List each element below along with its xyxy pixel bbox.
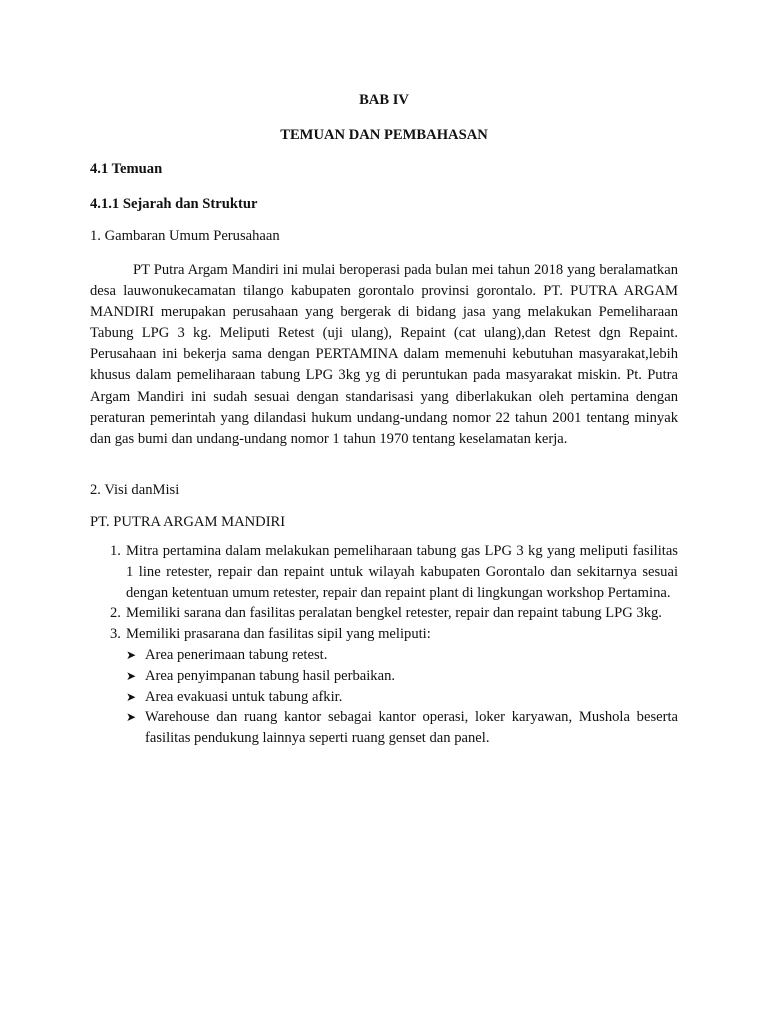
sub-list-item: [90, 666, 678, 687]
list-item-text: Mitra pertamina dalam melakukan pemeliharaan tabung gas LPG 3 kg yang meliputi fasilitas 1 line retester, repair dan repaint untuk wilayah kabupaten Gorontalo dan sekitarnya sesuai dengan ketentuan umum retester, repair dan repaint plant di lingkungan workshop Pertamina.: [126, 543, 678, 601]
sub-item-text: Area penerimaan tabung retest.: [145, 646, 328, 663]
subsection-heading-sejarah: 4.1.1 Sejarah dan Struktur: [90, 196, 258, 212]
gambaran-heading: 1. Gambaran Umum Perusahaan: [90, 228, 280, 244]
facility-sub-list: [90, 645, 678, 749]
list-number: 1.: [110, 543, 121, 559]
sub-item-text: Area penyimpanan tabung hasil perbaikan.: [145, 667, 396, 684]
list-number: 2.: [110, 605, 121, 622]
arrow-bullet-icon: ➤: [126, 710, 137, 725]
section-heading-temuan: 4.1 Temuan: [90, 161, 163, 177]
sub-list-container: [90, 645, 678, 749]
sub-item-text: Warehouse dan ruang kantor sebagai kantor operasi, loker karyawan, Mushola beserta fasilitas pendukung lainnya seperti ruang genset dan panel.: [145, 709, 678, 747]
list-item-text: Memiliki sarana dan fasilitas peralatan bengkel retester, repair dan repaint tabung LPG 3kg.: [126, 605, 662, 622]
sub-list-item: [90, 707, 678, 749]
sub-list-item: [90, 645, 678, 666]
arrow-bullet-icon: ➤: [126, 689, 137, 704]
company-description-paragraph: PT Putra Argam Mandiri ini mulai beroperasi pada bulan mei tahun 2018 yang beralamatkan desa lauwonukecamatan tilango kabupaten gorontalo provinsi gorontalo. PT. PUTRA ARGAM MANDIRI merupakan perusahaan yang bergerak di bidang jasa yang melakukan Pemeliharaan Tabung LPG 3 kg. Meliputi Retest (uji ulang), Repaint (cat ulang),dan Retest dgn Repaint. Perusahaan ini bekerja sama dengan PERTAMINA dalam memenuhi kebutuhan masyarakat,lebih khusus dalam pemeliharaan tabung LPG 3kg yg di peruntukan pada masyarakat miskin. Pt. Putra Argam Mandiri ini sudah sesuai dengan standarisasi yang diberlakukan oleh pertamina dengan peraturan pemerintah yang dilandasi hukum undang-undang nomor 22 tahun 2001 tentang minyak dan gas bumi dan undang-undang nomor 1 tahun 1970 tentang keselamatan kerja.: [90, 262, 678, 447]
mission-list: [90, 541, 678, 749]
chapter-heading: BAB IV: [359, 92, 409, 108]
list-item: [90, 624, 678, 645]
list-item-text: Memiliki prasarana dan fasilitas sipil yang meliputi:: [126, 626, 431, 643]
list-item: [90, 603, 678, 624]
arrow-bullet-icon: ➤: [126, 668, 137, 683]
visi-misi-heading: 2. Visi danMisi: [90, 482, 180, 498]
chapter-title: TEMUAN DAN PEMBAHASAN: [280, 127, 488, 143]
company-name-line: PT. PUTRA ARGAM MANDIRI: [90, 514, 286, 530]
sub-item-text: Area evakuasi untuk tabung afkir.: [145, 688, 343, 705]
arrow-bullet-icon: ➤: [126, 647, 137, 662]
list-item: [90, 541, 678, 603]
list-number: 3.: [110, 626, 121, 643]
sub-list-item: [90, 687, 678, 708]
